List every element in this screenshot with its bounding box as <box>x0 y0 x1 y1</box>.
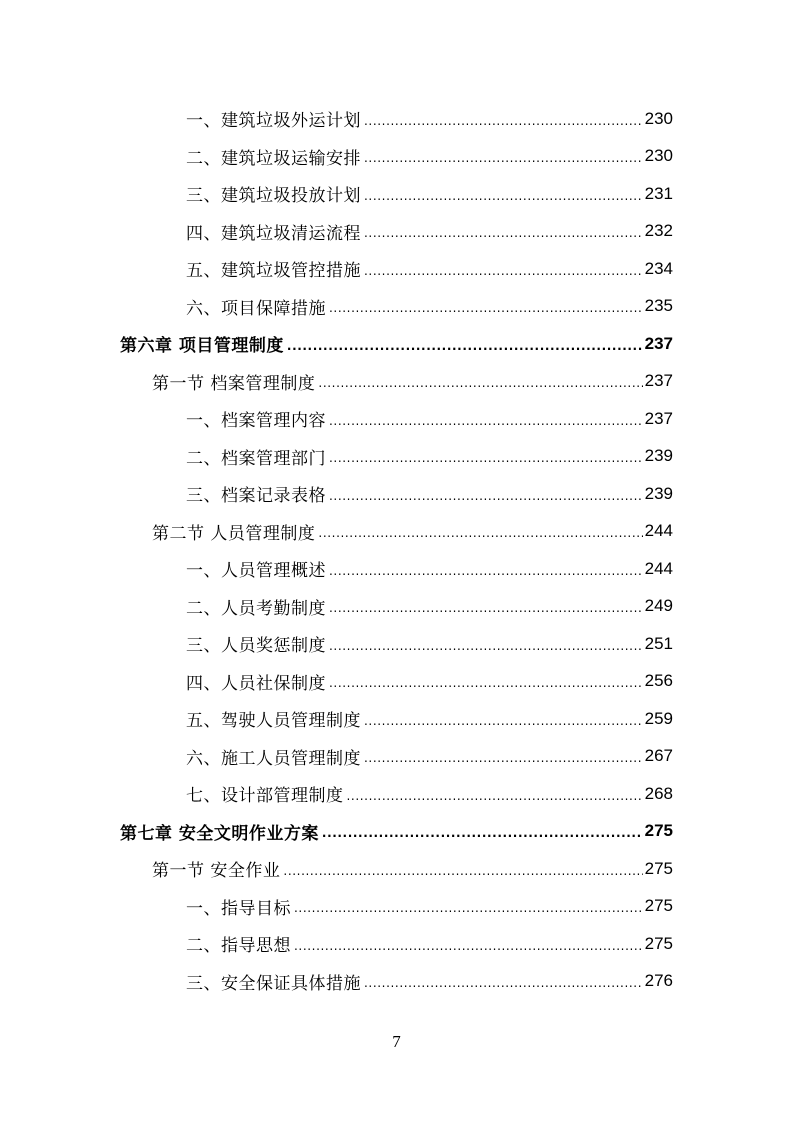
toc-entry-title: 一、人员管理概述 <box>186 561 326 582</box>
toc-entry-page-number: 237 <box>644 408 673 428</box>
toc-entry-item[interactable] <box>0 775 673 813</box>
toc-entry-title: 四、人员社保制度 <box>186 673 326 694</box>
toc-entry-page-number: 256 <box>644 671 673 691</box>
toc-dot-leader <box>347 789 643 803</box>
toc-entry-page-number: 237 <box>644 371 673 391</box>
toc-dot-leader <box>364 226 643 240</box>
toc-entry-page-number: 267 <box>644 746 673 766</box>
toc-entry-page-number: 275 <box>644 821 673 841</box>
toc-dot-leader <box>318 526 642 540</box>
toc-dot-leader <box>364 114 643 128</box>
toc-entry-page-number: 275 <box>644 858 673 878</box>
toc-entry-page-number: 244 <box>644 521 673 541</box>
toc-entry-item[interactable] <box>0 888 673 926</box>
toc-dot-leader <box>329 301 643 315</box>
toc-entry-section[interactable] <box>0 363 673 401</box>
toc-entry-title: 二、人员考勤制度 <box>186 598 326 619</box>
toc-entry-item[interactable] <box>0 963 673 1001</box>
toc-entry-item[interactable] <box>0 925 673 963</box>
toc-entry-title: 三、安全保证具体措施 <box>186 973 361 994</box>
toc-entry-title: 二、档案管理部门 <box>186 448 326 469</box>
toc-dot-leader <box>329 414 643 428</box>
toc-entry-item[interactable] <box>0 175 673 213</box>
toc-entry-page-number: 275 <box>644 933 673 953</box>
toc-entry-item[interactable] <box>0 625 673 663</box>
toc-entry-title: 六、施工人员管理制度 <box>186 748 361 769</box>
toc-entry-title: 三、建筑垃圾投放计划 <box>186 186 361 207</box>
toc-entry-item[interactable] <box>0 663 673 701</box>
toc-entry-chapter[interactable] <box>0 325 673 363</box>
toc-entry-page-number: 268 <box>644 783 673 803</box>
toc-dot-leader <box>283 864 642 878</box>
toc-entry-title: 三、档案记录表格 <box>186 486 326 507</box>
toc-entry-page-number: 259 <box>644 708 673 728</box>
toc-entry-section[interactable] <box>0 513 673 551</box>
toc-entry-title: 七、设计部管理制度 <box>186 786 344 807</box>
toc-dot-leader <box>364 151 643 165</box>
toc-entry-title: 四、建筑垃圾清运流程 <box>186 223 361 244</box>
page-number: 7 <box>392 1032 401 1051</box>
toc-entry-title: 六、项目保障措施 <box>186 298 326 319</box>
toc-dot-leader <box>322 826 643 840</box>
toc-entry-item[interactable] <box>0 100 673 138</box>
toc-entry-title: 第一节 档案管理制度 <box>152 373 316 394</box>
toc-entry-item[interactable] <box>0 213 673 251</box>
toc-entry-page-number: 231 <box>644 183 673 203</box>
toc-dot-leader <box>364 264 643 278</box>
toc-entry-title: 一、指导目标 <box>186 898 291 919</box>
toc-dot-leader <box>329 639 643 653</box>
toc-entry-page-number: 239 <box>644 483 673 503</box>
toc-entry-title: 五、驾驶人员管理制度 <box>186 711 361 732</box>
toc-entry-page-number: 237 <box>644 333 673 353</box>
toc-entry-page-number: 276 <box>644 971 673 991</box>
toc-entry-title: 三、人员奖惩制度 <box>186 636 326 657</box>
toc-entry-title: 五、建筑垃圾管控措施 <box>186 261 361 282</box>
toc-entry-item[interactable] <box>0 550 673 588</box>
table-of-contents <box>0 100 793 1000</box>
toc-dot-leader <box>318 376 642 390</box>
toc-entry-item[interactable] <box>0 700 673 738</box>
toc-entry-page-number: 232 <box>644 221 673 241</box>
toc-entry-page-number: 234 <box>644 258 673 278</box>
toc-dot-leader <box>329 564 643 578</box>
toc-entry-title: 第二节 人员管理制度 <box>152 523 316 544</box>
toc-entry-chapter[interactable] <box>0 813 673 851</box>
toc-dot-leader <box>329 451 643 465</box>
toc-entry-title: 第七章 安全文明作业方案 <box>120 823 319 844</box>
toc-entry-item[interactable] <box>0 288 673 326</box>
toc-dot-leader <box>329 601 643 615</box>
toc-dot-leader <box>287 339 643 353</box>
toc-dot-leader <box>329 489 643 503</box>
toc-entry-title: 二、建筑垃圾运输安排 <box>186 148 361 169</box>
toc-entry-page-number: 244 <box>644 558 673 578</box>
toc-entry-item[interactable] <box>0 475 673 513</box>
toc-entry-item[interactable] <box>0 138 673 176</box>
toc-entry-page-number: 275 <box>644 896 673 916</box>
toc-entry-item[interactable] <box>0 738 673 776</box>
toc-dot-leader <box>364 189 643 203</box>
toc-dot-leader <box>329 676 643 690</box>
toc-entry-page-number: 230 <box>644 108 673 128</box>
toc-dot-leader <box>364 714 643 728</box>
toc-entry-item[interactable] <box>0 400 673 438</box>
toc-entry-title: 一、档案管理内容 <box>186 411 326 432</box>
toc-entry-title: 一、建筑垃圾外运计划 <box>186 111 361 132</box>
toc-entry-title: 二、指导思想 <box>186 936 291 957</box>
toc-entry-page-number: 230 <box>644 146 673 166</box>
toc-entry-page-number: 239 <box>644 446 673 466</box>
toc-entry-item[interactable] <box>0 438 673 476</box>
toc-entry-title: 第一节 安全作业 <box>152 861 281 882</box>
toc-dot-leader <box>364 751 643 765</box>
toc-entry-title: 第六章 项目管理制度 <box>120 336 284 357</box>
toc-dot-leader <box>294 901 643 915</box>
toc-entry-item[interactable] <box>0 250 673 288</box>
toc-dot-leader <box>364 976 643 990</box>
toc-entry-page-number: 249 <box>644 596 673 616</box>
toc-entry-item[interactable] <box>0 588 673 626</box>
toc-entry-page-number: 235 <box>644 296 673 316</box>
toc-entry-page-number: 251 <box>644 633 673 653</box>
toc-entry-section[interactable] <box>0 850 673 888</box>
toc-dot-leader <box>294 939 643 953</box>
